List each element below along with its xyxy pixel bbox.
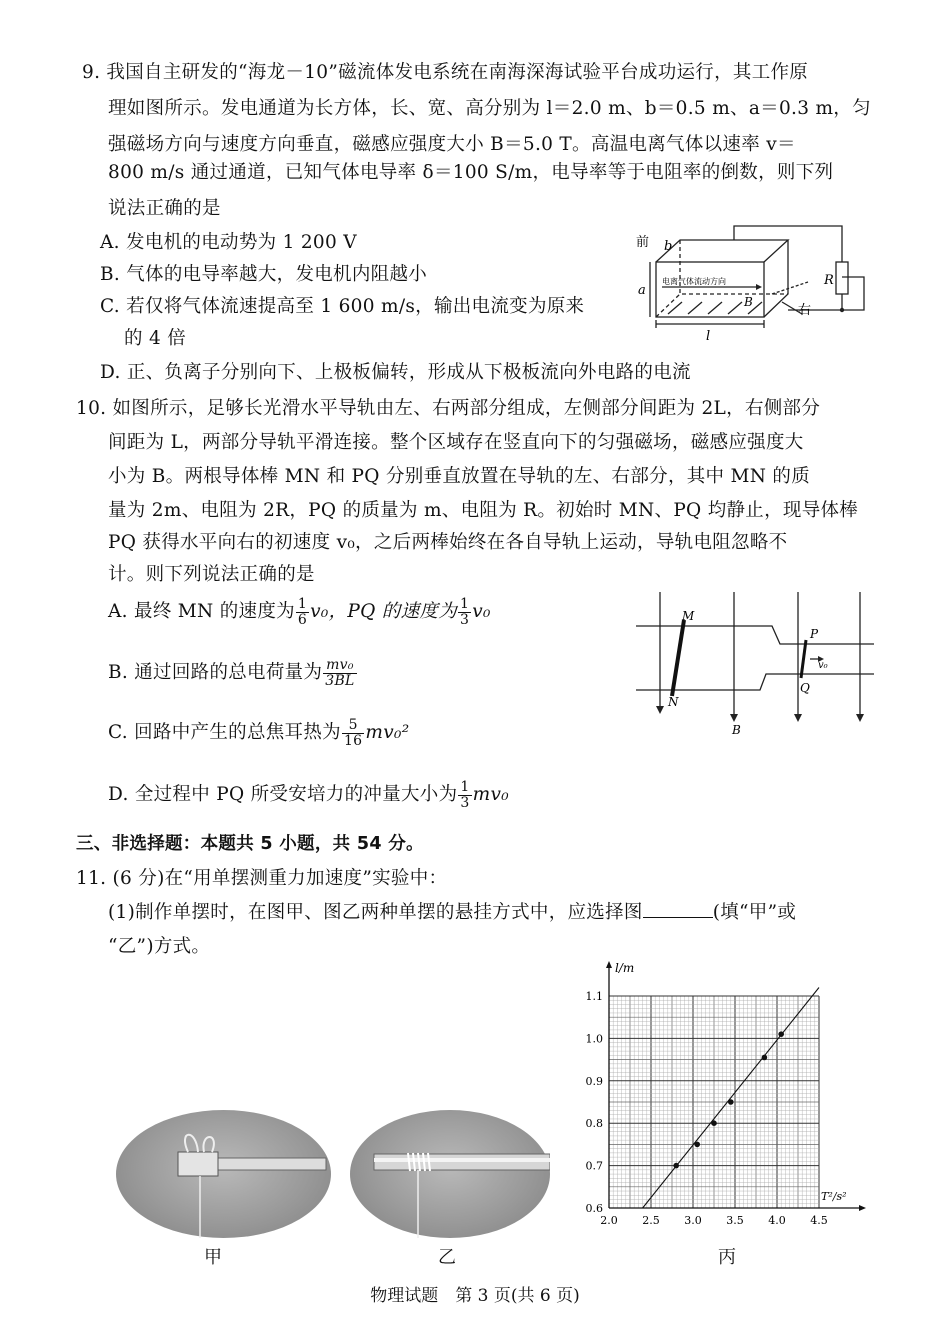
q10-line-5: PQ 获得水平向右的初速度 v₀，之后两棒始终在各自导轨上运动，导轨电阻忽略不 [108, 532, 788, 553]
q9-line-1: 9. 我国自主研发的“海龙－10”磁流体发电系统在南海深海试验平台成功运行，其工作原 [82, 62, 809, 83]
x-tick-label: 3.0 [684, 1214, 702, 1227]
y-tick-label: 0.6 [585, 1202, 603, 1215]
caption-yi: 乙 [438, 1247, 456, 1268]
q11-line-3: “乙”)方式。 [108, 936, 211, 957]
rod-MN [672, 620, 684, 696]
binder-clip-image [116, 1110, 331, 1238]
label-P: P [810, 627, 819, 641]
label-v0: v₀ [818, 660, 828, 671]
q10-option-d: D. 全过程中 PQ 所受安培力的冲量大小为 $\frac{1}{3}$ mv₀ [108, 779, 509, 811]
y-tick-label: 0.8 [585, 1117, 603, 1131]
q10-rails-figure [630, 588, 880, 738]
wound-string-image [350, 1110, 550, 1238]
q10-line-2: 间距为 L，两部分导轨平滑连接。整个区域存在竖直向下的匀强磁场，磁感应强度大 [108, 432, 804, 453]
rod-PQ [801, 640, 806, 678]
chart-bing [575, 958, 875, 1236]
q9-option-c-cont: 的 4 倍 [124, 328, 187, 349]
data-point [673, 1163, 679, 1169]
label-B: B [744, 295, 753, 309]
label-B: B [732, 723, 741, 737]
q11-line-2: (1)制作单摆时，在图甲、图乙两种单摆的悬挂方式中，应选择图 (填“甲”或 [108, 902, 797, 923]
photo-yi [350, 1110, 550, 1238]
x-tick-label: 3.5 [726, 1214, 744, 1227]
q9-line-2: 理如图所示。发电通道为长方体，长、宽、高分别为 l＝2.0 m、b＝0.5 m、a＝0.3 m，匀 [108, 98, 871, 119]
x-tick-label: 2.0 [600, 1214, 618, 1227]
label-b: b [664, 239, 673, 254]
q10-line-1: 10. 如图所示，足够长光滑水平导轨由左、右两部分组成，左侧部分间距为 2L，右侧部分 [76, 398, 821, 419]
circuit-wire-bottom [788, 294, 842, 310]
caption-jia: 甲 [204, 1247, 222, 1268]
y-tick-label: 0.7 [585, 1159, 603, 1173]
label-a: a [638, 283, 646, 298]
section-title: 三、非选择题：本题共 5 小题，共 54 分。 [76, 834, 424, 854]
y-axis-arrow [606, 961, 612, 968]
y-tick-label: 0.9 [585, 1074, 603, 1088]
photo-jia [116, 1110, 331, 1238]
label-R: R [824, 273, 834, 288]
label-front: 前 [636, 235, 650, 250]
label-right: 右 [798, 303, 812, 318]
data-point [762, 1055, 768, 1061]
q10-line-6: 计。则下列说法正确的是 [108, 564, 315, 585]
q10-line-3: 小为 B。两根导体棒 MN 和 PQ 分别垂直放置在导轨的左、右部分，其中 MN 的质 [108, 466, 811, 487]
label-N: N [668, 695, 679, 709]
x-tick-label: 4.5 [810, 1214, 828, 1227]
q9-option-c: C. 若仅将气体流速提高至 1 600 m/s，输出电流变为原来 [100, 296, 585, 317]
resistor-R [836, 262, 848, 294]
y-tick-label: 1.0 [585, 1032, 603, 1046]
caption-bing: 丙 [718, 1247, 736, 1268]
q9-option-a: A. 发电机的电动势为 1 200 V [100, 232, 357, 253]
chart-grid [609, 996, 819, 1208]
x-tick-label: 2.5 [642, 1214, 660, 1227]
data-point [778, 1031, 784, 1037]
y-tick-label: 1.1 [585, 990, 603, 1003]
x-tick-label: 4.0 [768, 1214, 786, 1227]
label-flow: 电离气体流动方向 [662, 277, 726, 286]
q11-line-1: 11. (6 分)在“用单摆测重力加速度”实验中： [76, 868, 448, 889]
x-axis-arrow [859, 1205, 866, 1211]
q9-line-5: 说法正确的是 [108, 198, 221, 219]
q9-line-3: 强磁场方向与速度方向垂直，磁感应强度大小 B＝5.0 T。高温电离气体以速率 v＝ [108, 134, 796, 155]
label-M: M [682, 609, 695, 623]
page-footer: 物理试题 第 3 页(共 6 页) [370, 1286, 580, 1306]
channel-top-face [656, 240, 788, 262]
label-Q: Q [800, 681, 810, 695]
rail-top [636, 626, 874, 644]
label-l: l [706, 329, 711, 344]
q10-option-a: A. 最终 MN 的速度为 $\frac{1}{6}$ v₀，PQ 的速度为 $\frac{1}{3}$ v₀ [108, 596, 491, 628]
q10-option-b: B. 通过回路的总电荷量为 $\frac{\text{mv₀}}{3BL}$ [108, 657, 355, 689]
chart-ylabel: l/m [615, 961, 635, 975]
data-point [694, 1142, 700, 1148]
data-point [711, 1120, 717, 1126]
answer-blank[interactable] [643, 901, 713, 918]
q10-option-c: C. 回路中产生的总焦耳热为 $\frac{5}{16}$ mv₀² [108, 717, 410, 749]
q9-generator-figure [632, 222, 882, 347]
q9-line-4: 800 m/s 通过通道，已知气体电导率 δ＝100 S/m，电导率等于电阻率的倒数，则下列 [108, 162, 834, 183]
chart-xlabel: T²/s² [821, 1190, 847, 1203]
q9-option-d: D. 正、负离子分别向下、上极板偏转，形成从下极板流向外电路的电流 [100, 362, 691, 383]
data-point [728, 1099, 734, 1105]
q9-option-b: B. 气体的电导率越大，发电机内阻越小 [100, 264, 428, 285]
q10-line-4: 量为 2m、电阻为 2R，PQ 的质量为 m、电阻为 R。初始时 MN、PQ 均静止，现导体棒 [108, 500, 859, 521]
chart-axes [606, 961, 866, 1211]
